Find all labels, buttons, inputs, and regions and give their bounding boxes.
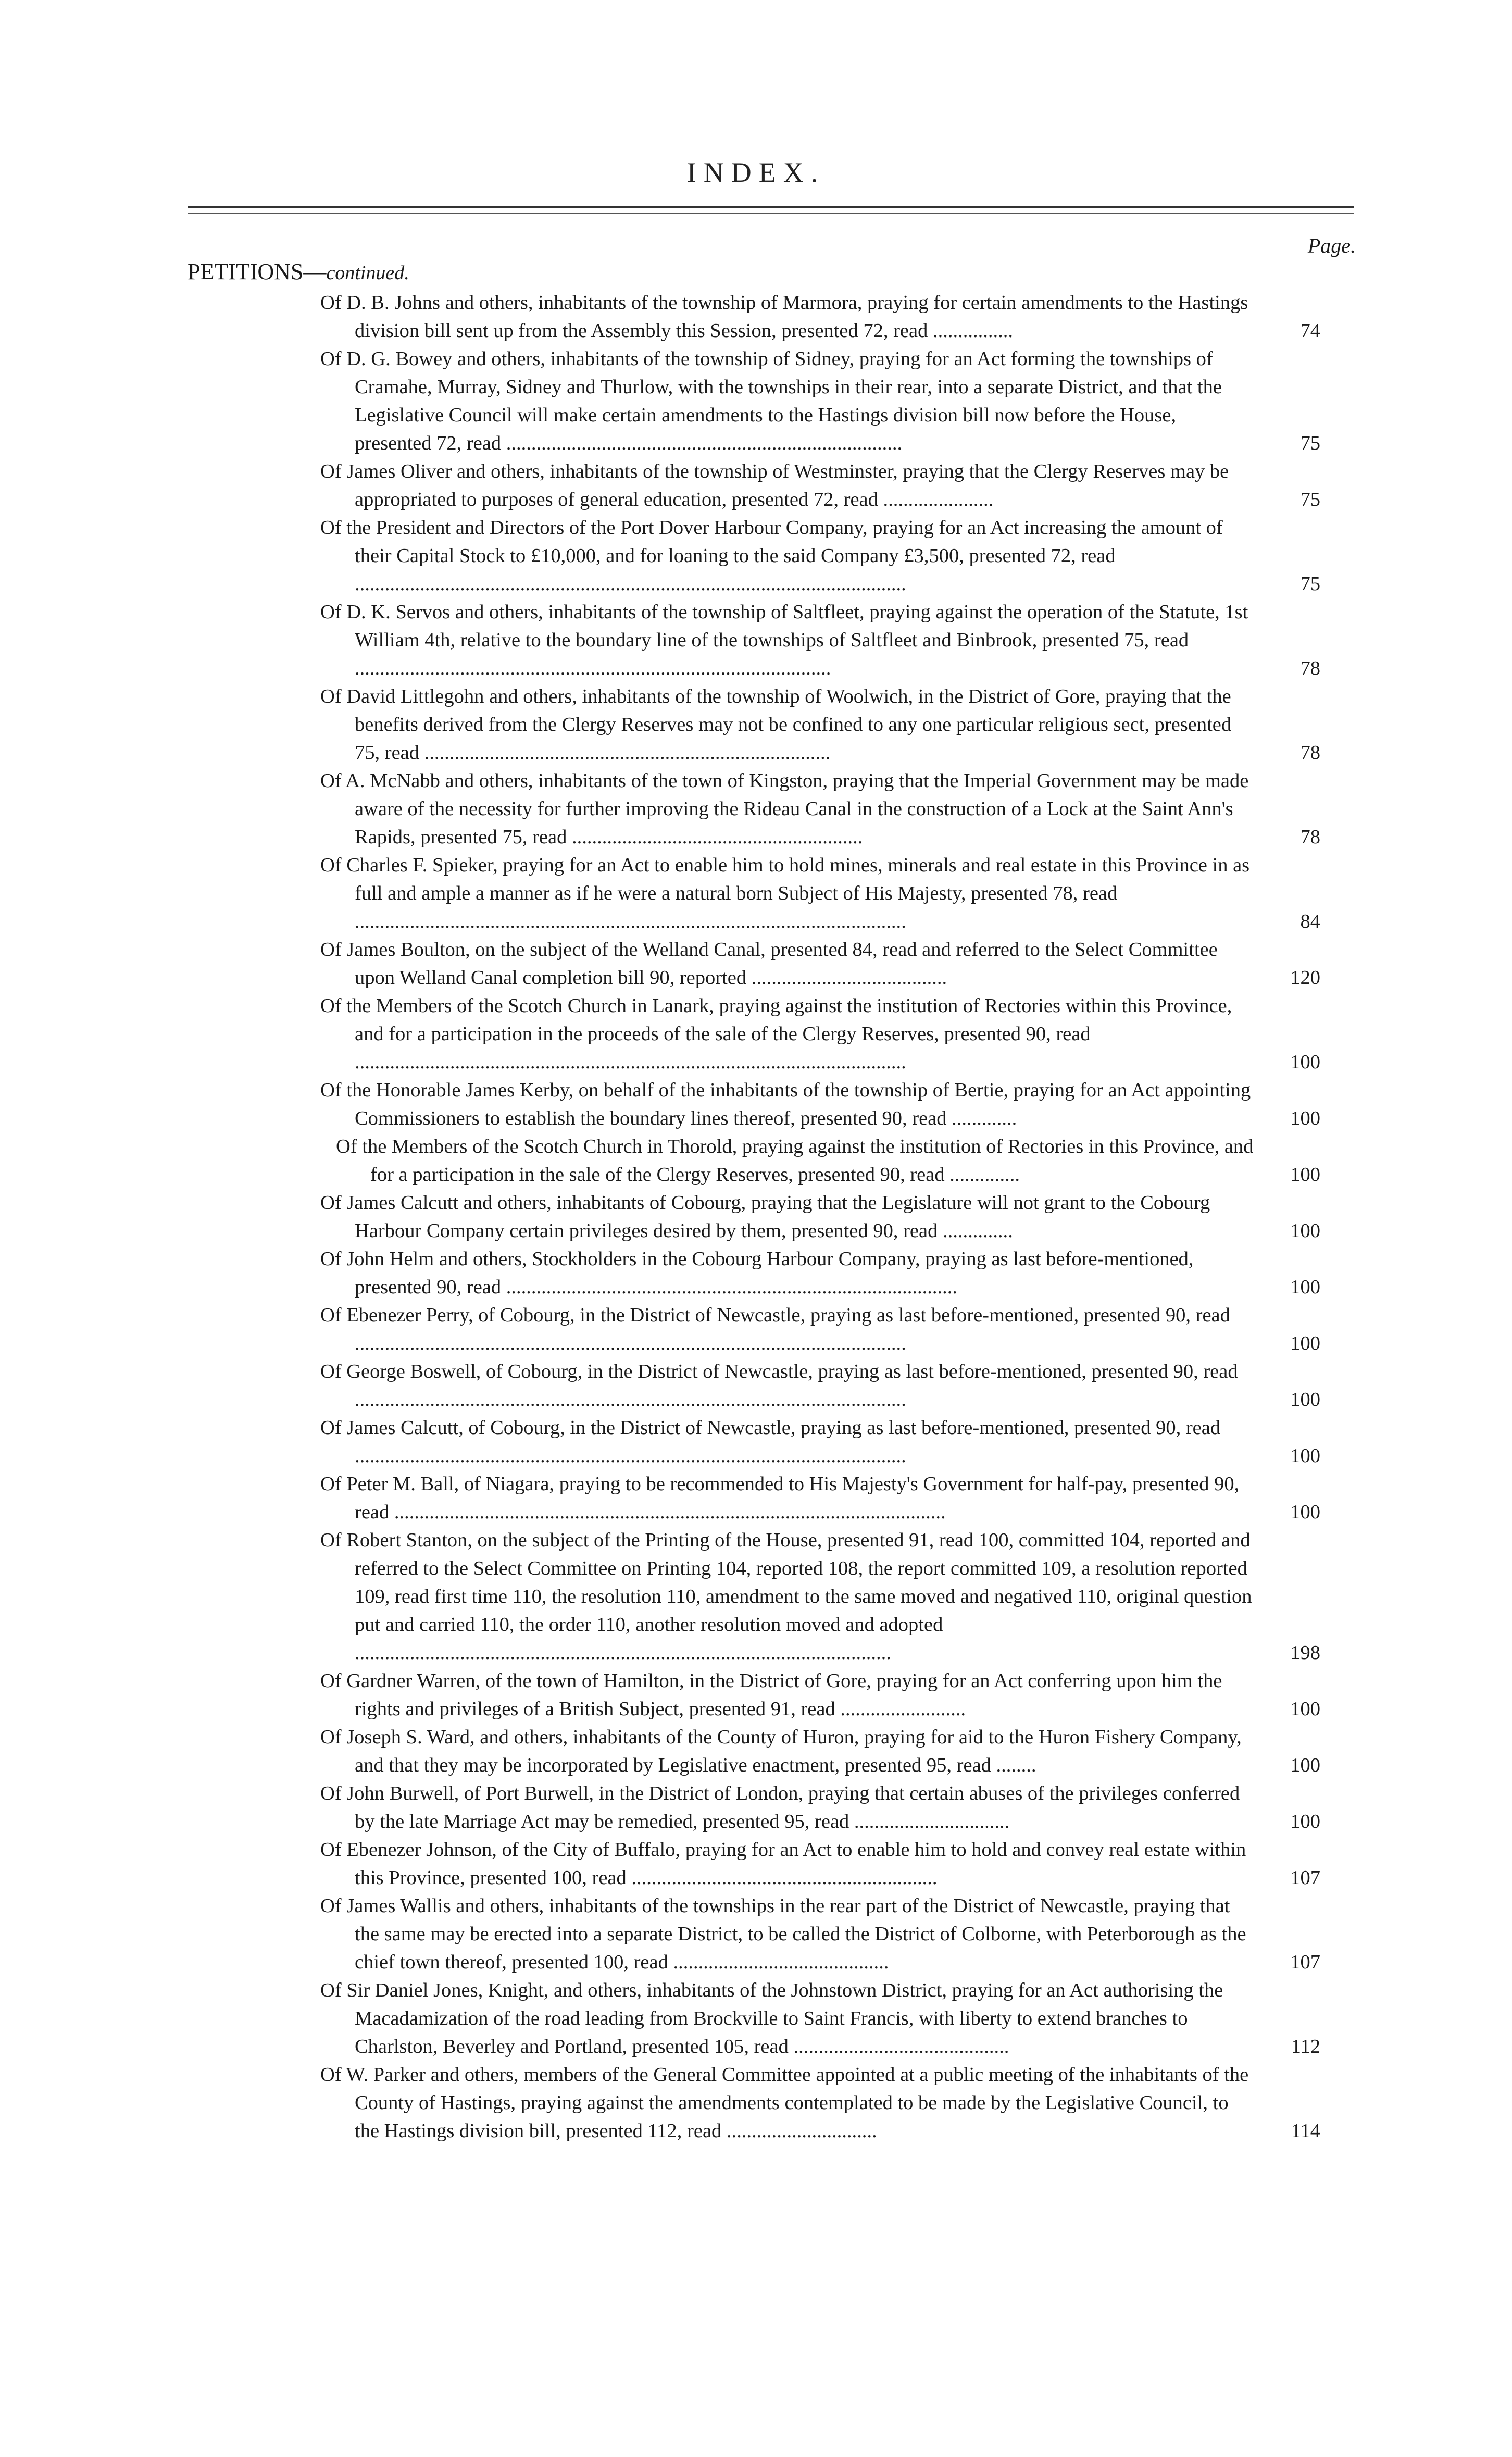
entry-page-number: 75 (1300, 432, 1320, 454)
index-entry (320, 1892, 1320, 1976)
page-title: INDEX. (686, 157, 826, 188)
entry-text: Of James Calcutt, of Cobourg, in the District of Newcastle, praying as last before-mentioned, presented 90, read .............................................................................................................. (320, 1417, 1221, 1467)
index-entry (320, 682, 1320, 767)
index-entry (320, 767, 1320, 851)
entry-text: Of James Boulton, on the subject of the Welland Canal, presented 84, read and referred to the Select Committee upon Welland Canal completion bill 90, reported ....................................... (320, 939, 1218, 989)
index-entry (320, 2061, 1320, 2145)
entry-page-number: 100 (1290, 1107, 1320, 1129)
entry-text: Of James Oliver and others, inhabitants of the township of Westminster, praying that the Clergy Reserves may be appropriated to purposes of general education, presented 72, read ...................... (320, 460, 1229, 510)
entry-page-number: 107 (1290, 1867, 1320, 1889)
index-entry (320, 598, 1320, 682)
entry-page-number: 100 (1290, 1051, 1320, 1073)
entry-page-number: 74 (1300, 320, 1320, 342)
index-entry (320, 1976, 1320, 2061)
entry-text: Of W. Parker and others, members of the General Committee appointed at a public meeting of the inhabitants of the County of Hastings, praying against the amendments contemplated to be made by the Legislative Council, to the Hastings division bill, presented 112, read .............................. (320, 2064, 1249, 2142)
entry-page-number: 107 (1290, 1951, 1320, 1973)
index-entry (320, 992, 1320, 1076)
entry-text: Of D. K. Servos and others, inhabitants of the township of Saltfleet, praying against the operation of the Statute, 1st William 4th, relative to the boundary line of the townships of Saltfleet and Binbrook, presented 75, read ............................................................................................... (320, 601, 1248, 679)
entry-page-number: 100 (1290, 1754, 1320, 1776)
section-continued-label: continued. (326, 262, 409, 284)
index-entry (320, 1189, 1320, 1245)
index-entry (320, 936, 1320, 992)
entry-text: Of Ebenezer Johnson, of the City of Buffalo, praying for an Act to enable him to hold and convey real estate within this Province, presented 100, read ............................................................. (320, 1839, 1246, 1889)
index-entry (320, 1132, 1320, 1189)
entry-page-number: 100 (1290, 1698, 1320, 1720)
entry-text: Of Peter M. Ball, of Niagara, praying to be recommended to His Majesty's Government for half-pay, presented 90, read .............................................................................................................. (320, 1473, 1240, 1523)
index-entry (320, 1245, 1320, 1301)
entry-page-number: 100 (1290, 1276, 1320, 1298)
index-entry (320, 1076, 1320, 1132)
section-title: PETITIONS— (188, 259, 327, 284)
index-entry (320, 457, 1320, 514)
entry-page-number: 112 (1291, 2036, 1320, 2057)
entry-text: Of Sir Daniel Jones, Knight, and others, inhabitants of the Johnstown District, praying for an Act authorising the Macadamization of the road leading from Brockville to Saint Francis, with liberty to extend branches to Charlston, Beverley and Portland, presented 105, read ........................................... (320, 1979, 1223, 2057)
index-entry (320, 851, 1320, 936)
entry-page-number: 100 (1290, 1220, 1320, 1242)
entry-text: Of John Burwell, of Port Burwell, in the District of London, praying that certain abuses of the privileges conferred by the late Marriage Act may be remedied, presented 95, read ............................... (320, 1782, 1240, 1832)
index-entry (320, 1526, 1320, 1667)
entry-text: Of D. G. Bowey and others, inhabitants of the township of Sidney, praying for an Act forming the townships of Cramahe, Murray, Sidney and Thurlow, with the townships in their rear, into a separate District, and that the Legislative Council will make certain amendments to the Hastings division bill now before the House, presented 72, read ............................................................................... (320, 348, 1222, 454)
entry-text: Of the Members of the Scotch Church in Lanark, praying against the institution of Rectories within this Province, and for a participation in the proceeds of the sale of the Clergy Reserves, presented 90, read .............................................................................................................. (320, 995, 1232, 1073)
entry-text: Of the President and Directors of the Port Dover Harbour Company, praying for an Act increasing the amount of their Capital Stock to £10,000, and for loaning to the said Company £3,500, presented 72, read .............................................................................................................. (320, 517, 1223, 595)
entry-page-number: 84 (1300, 911, 1320, 932)
section-heading (188, 258, 409, 285)
entry-page-number: 100 (1290, 1811, 1320, 1832)
index-entry (320, 1723, 1320, 1779)
index-entry (320, 1836, 1320, 1892)
entry-text: Of the Members of the Scotch Church in Thorold, praying against the institution of Rectories in this Province, and for a participation in the sale of the Clergy Reserves, presented 90, read .............. (336, 1136, 1254, 1186)
entry-text: Of Robert Stanton, on the subject of the Printing of the House, presented 91, read 100, committed 104, reported and referred to the Select Committee on Printing 104, reported 108, the report committed 109, a resolution reported 109, read first time 110, the resolution 110, amendment to the same moved and negatived 110, original question put and carried 110, the order 110, another resolution moved and adopted ........................................................................................................... (320, 1529, 1252, 1664)
index-entry (320, 1667, 1320, 1723)
index-entry-list (320, 289, 1320, 2145)
header-rule (188, 206, 1354, 208)
entry-text: Of James Wallis and others, inhabitants of the townships in the rear part of the District of Newcastle, praying that the same may be erected into a separate District, to be called the District of Colborne, with Peterborough as the chief town thereof, presented 100, read ........................................... (320, 1895, 1246, 1973)
index-entry (320, 289, 1320, 345)
index-entry (320, 1414, 1320, 1470)
entry-text: Of George Boswell, of Cobourg, in the District of Newcastle, praying as last before-mentioned, presented 90, read .............................................................................................................. (320, 1361, 1238, 1411)
entry-text: Of David Littlegohn and others, inhabitants of the township of Woolwich, in the District of Gore, praying that the benefits derived from the Clergy Reserves may not be confined to any one particular religious sect, presented 75, read ................................................................................. (320, 685, 1232, 764)
entry-text: Of James Calcutt and others, inhabitants of Cobourg, praying that the Legislature will not grant to the Cobourg Harbour Company certain privileges desired by them, presented 90, read .............. (320, 1192, 1210, 1242)
entry-page-number: 100 (1290, 1501, 1320, 1523)
entry-text: Of Gardner Warren, of the town of Hamilton, in the District of Gore, praying for an Act conferring upon him the rights and privileges of a British Subject, presented 91, read ......................... (320, 1670, 1222, 1720)
entry-page-number: 75 (1300, 489, 1320, 510)
entry-page-number: 78 (1300, 826, 1320, 848)
entry-text: Of D. B. Johns and others, inhabitants of the township of Marmora, praying for certain amendments to the Hastings division bill sent up from the Assembly this Session, presented 72, read ................ (320, 292, 1248, 342)
index-entry (320, 514, 1320, 598)
entry-page-number: 120 (1290, 967, 1320, 989)
entry-page-number: 78 (1300, 742, 1320, 764)
entry-page-number: 100 (1290, 1445, 1320, 1467)
index-entry (320, 1779, 1320, 1836)
entry-text: Of Joseph S. Ward, and others, inhabitants of the County of Huron, praying for aid to the Huron Fishery Company, and that they may be incorporated by Legislative enactment, presented 95, read ........ (320, 1726, 1242, 1776)
entry-page-number: 100 (1290, 1164, 1320, 1186)
entry-page-number: 78 (1300, 657, 1320, 679)
index-entry (320, 1301, 1320, 1357)
entry-page-number: 198 (1290, 1642, 1320, 1664)
page-column-label: Page. (1307, 234, 1356, 257)
header-rule-inner (188, 213, 1354, 214)
entry-page-number: 75 (1300, 573, 1320, 595)
index-entry (320, 1470, 1320, 1526)
entry-text: Of John Helm and others, Stockholders in the Cobourg Harbour Company, praying as last before-mentioned, presented 90, read .......................................................................................... (320, 1248, 1194, 1298)
entry-text: Of A. McNabb and others, inhabitants of the town of Kingston, praying that the Imperial Government may be made aware of the necessity for further improving the Rideau Canal in the construction of a Lock at the Saint Ann's Rapids, presented 75, read .......................................................... (320, 770, 1249, 848)
index-entry (320, 345, 1320, 457)
entry-page-number: 114 (1291, 2120, 1320, 2142)
index-entry (320, 1357, 1320, 1414)
entry-page-number: 100 (1290, 1332, 1320, 1354)
entry-text: Of Ebenezer Perry, of Cobourg, in the District of Newcastle, praying as last before-mentioned, presented 90, read .............................................................................................................. (320, 1304, 1230, 1354)
entry-page-number: 100 (1290, 1389, 1320, 1411)
entry-text: Of the Honorable James Kerby, on behalf of the inhabitants of the township of Bertie, praying for an Act appointing Commissioners to establish the boundary lines thereof, presented 90, read ............. (320, 1079, 1251, 1129)
entry-text: Of Charles F. Spieker, praying for an Act to enable him to hold mines, minerals and real estate in this Province in as full and ample a manner as if he were a natural born Subject of His Majesty, presented 78, read .............................................................................................................. (320, 854, 1250, 932)
